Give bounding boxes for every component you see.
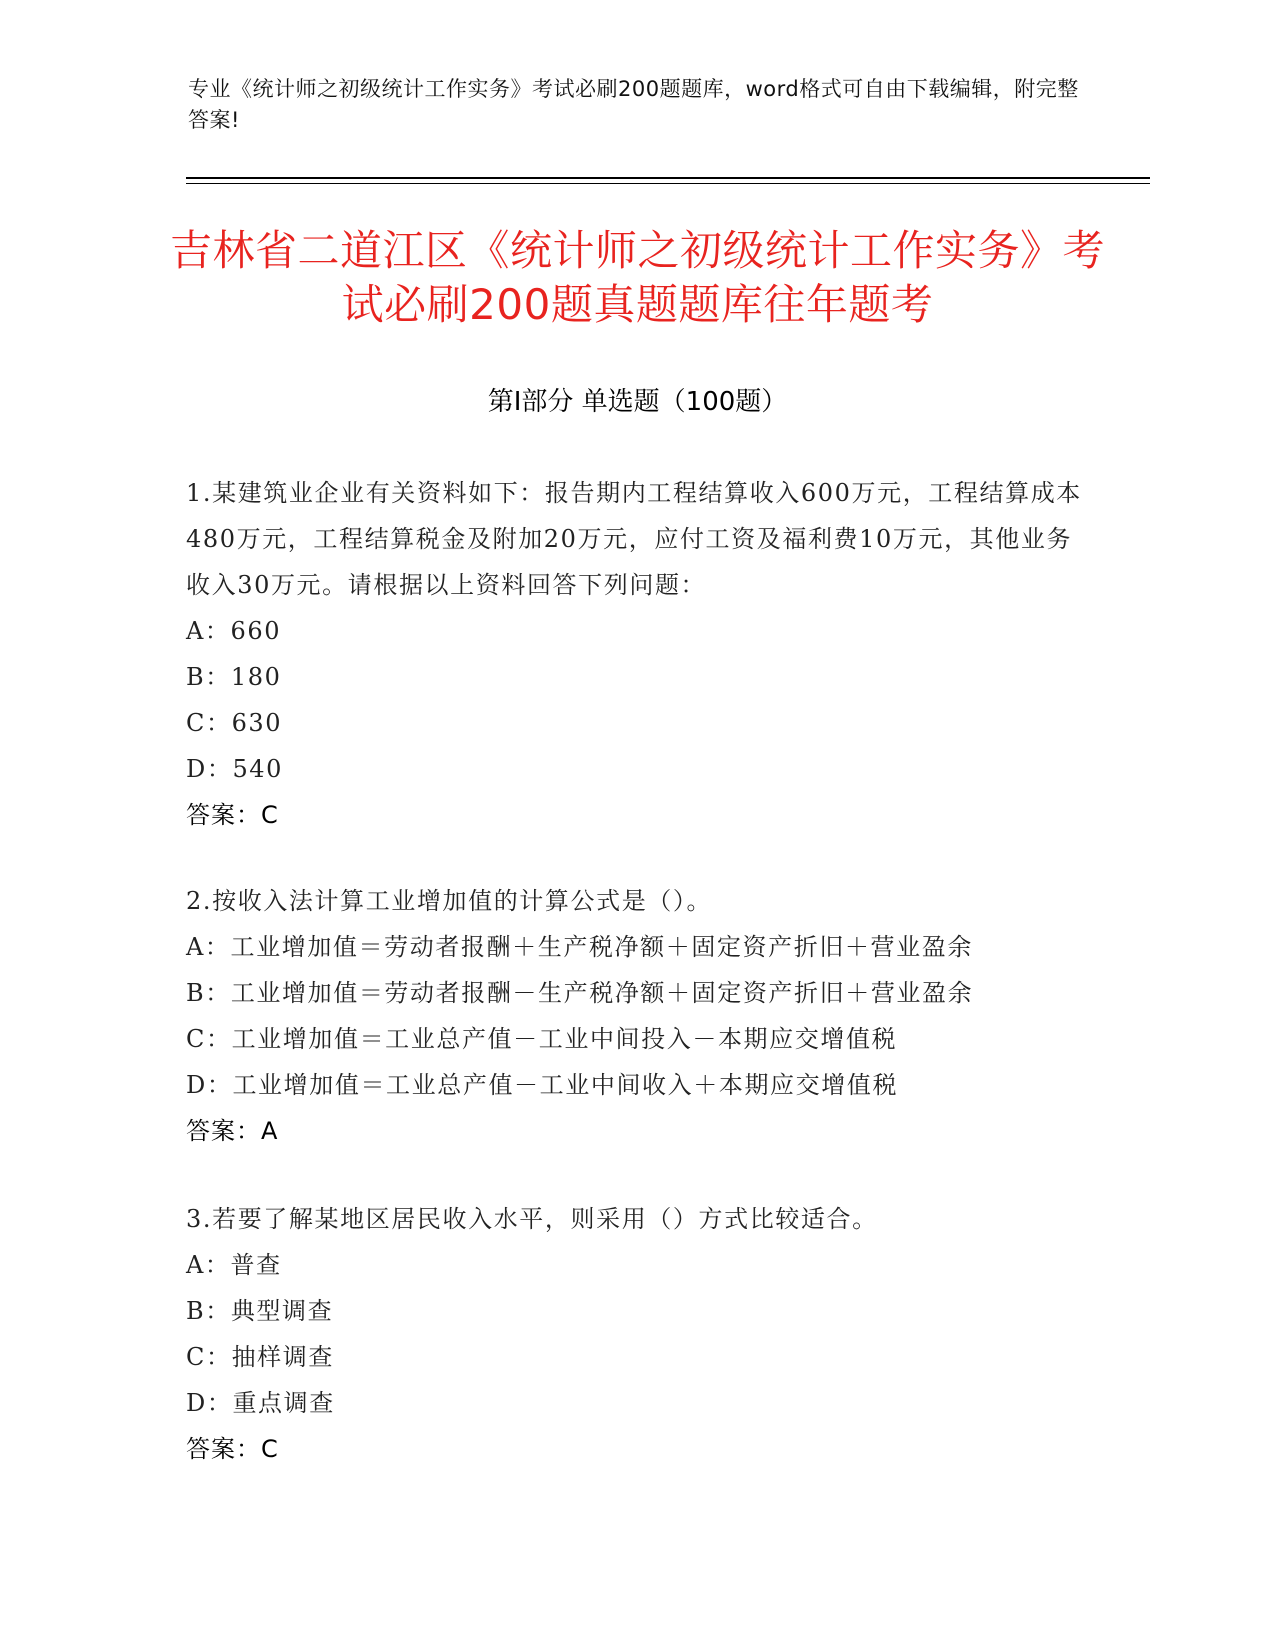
option-d: D：重点调查: [186, 1389, 335, 1417]
header-note: 专业《统计师之初级统计工作实务》考试必刷200题题库，word格式可自由下载编辑，附完整答案!: [188, 77, 1079, 132]
option-a: A：工业增加值＝劳动者报酬＋生产税净额＋固定资产折旧＋营业盈余: [186, 933, 973, 961]
question-1: [186, 470, 1086, 838]
option-b: B：180: [186, 663, 282, 691]
answer-line: 答案：A: [186, 1117, 279, 1145]
header-divider-thin: [186, 183, 1150, 184]
option-c: C：630: [186, 709, 283, 737]
answer-line: 答案：C: [186, 801, 279, 829]
option-d: D：工业增加值＝工业总产值－工业中间收入＋本期应交增值税: [186, 1071, 899, 1099]
question-3: [186, 1196, 1086, 1472]
option-b: B：典型调查: [186, 1297, 334, 1325]
answer-line: 答案：C: [186, 1435, 279, 1463]
option-a: A：660: [186, 617, 282, 645]
option-a: A：普查: [186, 1251, 282, 1279]
option-d: D：540: [186, 755, 284, 783]
question-stem: 1.某建筑业企业有关资料如下：报告期内工程结算收入600万元，工程结算成本480万元，工程结算税金及附加20万元，应付工资及福利费10万元，其他业务收入30万元。请根据以上资料回答下列问题：: [186, 479, 1082, 599]
option-b: B：工业增加值＝劳动者报酬－生产税净额＋固定资产折旧＋营业盈余: [186, 979, 974, 1007]
question-stem: 3.若要了解某地区居民收入水平，则采用（）方式比较适合。: [186, 1205, 878, 1233]
section-title: 第Ⅰ部分 单选题（100题）: [487, 387, 788, 417]
option-c: C：工业增加值＝工业总产值－工业中间投入－本期应交增值税: [186, 1025, 898, 1053]
header-divider-thick: [186, 177, 1150, 179]
option-c: C：抽样调查: [186, 1343, 334, 1371]
question-stem: 2.按收入法计算工业增加值的计算公式是（）。: [186, 887, 713, 915]
document-title: 吉林省二道江区《统计师之初级统计工作实务》考试必刷200题真题题库往年题考: [169, 226, 1105, 329]
question-2: [186, 878, 1086, 1154]
